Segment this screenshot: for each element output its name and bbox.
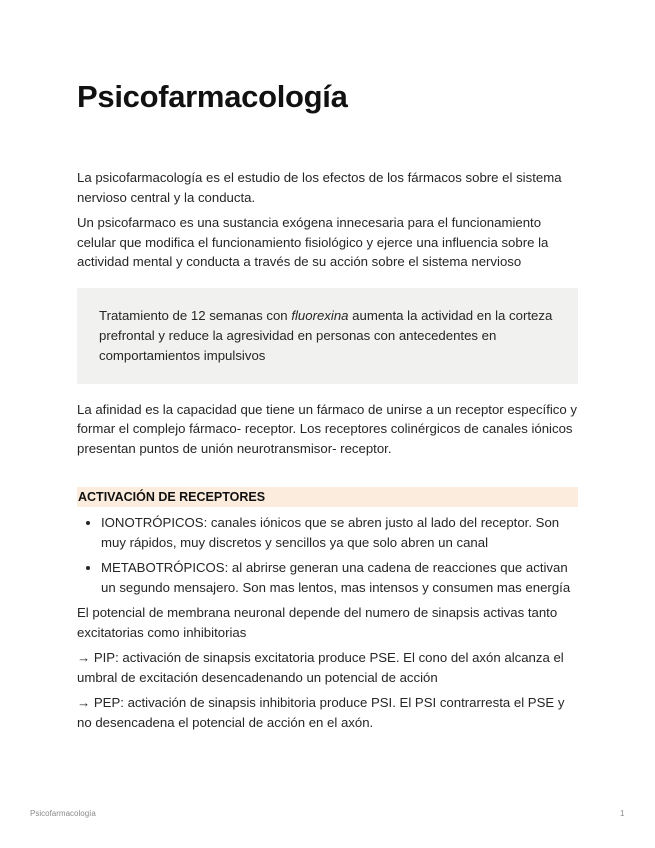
list-item: • METABOTRÓPICOS: al abrirse generan una cadena de reacciones que activan un segundo mensajero. Son mas lentos, mas intensos y consumen mas energía xyxy=(101,558,578,597)
paragraph-membrane: El potencial de membrana neuronal depende del numero de sinapsis activas tanto excitatorias como inhibitorias xyxy=(77,605,558,640)
callout-text xyxy=(99,306,564,366)
page-title: Psicofarmacología xyxy=(77,79,348,114)
list-item: • IONOTRÓPICOS: canales iónicos que se abren justo al lado del receptor. Son muy rápidos, muy discretos y sencillos ya que solo abren un canal xyxy=(101,513,578,552)
paragraph-afinidad: La afinidad es la capacidad que tiene un fármaco de unirse a un receptor específico y formar el complejo fármaco- receptor. Los receptores colinérgicos de canales iónicos presentan puntos de unión neurotransmisor- receptor. xyxy=(77,401,577,456)
footer-title: Psicofarmacología xyxy=(30,809,96,818)
paragraph-psicofarmaco: Un psicofarmaco es una sustancia exógena innecesaria para el funcionamiento celular que modifica el funcionamiento fisiológico y ejerce una influencia sobre la actividad mental y conducta a través de su acción sobre el sistema nervioso xyxy=(77,215,549,269)
paragraph-pip: → PIP: activación de sinapsis excitatoria produce PSE. El cono del axón alcanza el umbral de excitación desencadenando un potencial de acción xyxy=(77,650,564,685)
section-heading: ACTIVACIÓN DE RECEPTORES xyxy=(77,487,578,507)
paragraph-pep: → PEP: activación de sinapsis inhibitoria produce PSI. El PSI contrarresta el PSE y no desencadena el potencial de acción en el axón. xyxy=(77,695,565,730)
callout-block xyxy=(77,288,578,384)
paragraph-definition: La psicofarmacología es el estudio de los efectos de los fármacos sobre el sistema nervioso central y la conducta. xyxy=(77,170,562,205)
footer-page-number: 1 xyxy=(620,809,625,818)
callout-emphasis: fluorexina xyxy=(291,307,349,323)
bullet-list xyxy=(77,513,578,597)
callout-text-after: aumenta la actividad en la corteza prefrontal y reduce la agresividad en personas con antecedentes en comportamientos impulsivos xyxy=(99,307,553,363)
document-content xyxy=(77,78,578,732)
callout-text-before: Tratamiento de 12 semanas con xyxy=(99,307,292,323)
